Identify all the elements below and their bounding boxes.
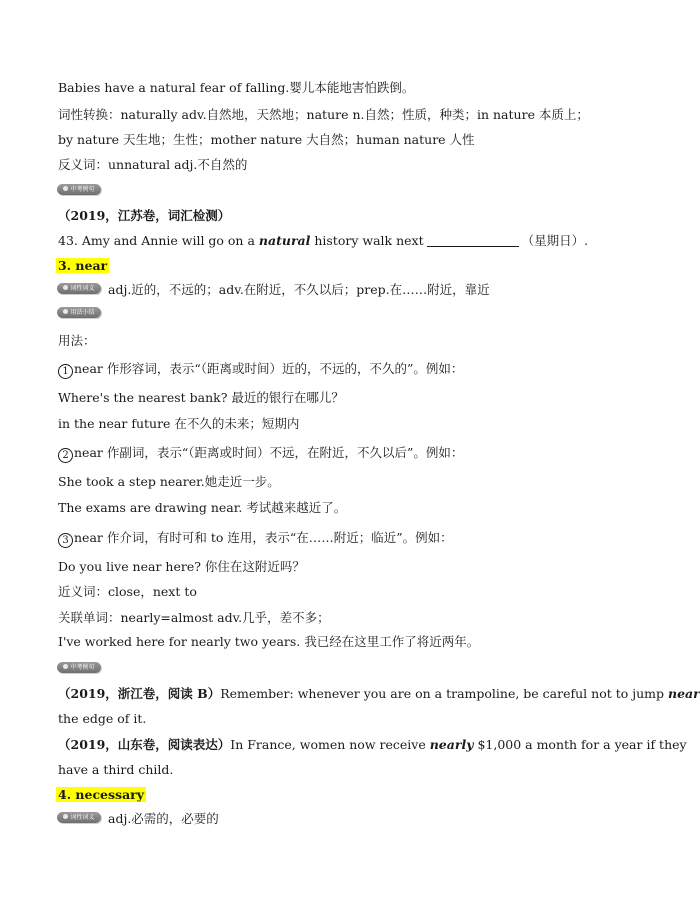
word-forms-cont: by nature 天生地；生性；mother nature 大自然；human nature 人性 [58,132,475,147]
answer-blank [427,234,519,247]
exam-example-tag: 中考例句 [57,184,101,195]
example-related: I've worked here for nearly two years. 我已经在这里工作了将近两年。 [58,634,480,649]
exam-question: 43. Amy and Annie will go on a natural history walk next （星期日）. [58,233,589,248]
usage-2: 2 near 作副词，表示“（距离或时间）不远，在附近，不久以后”。例如： [58,445,463,463]
tag-dot-icon [63,664,68,669]
antonym: 反义词：unnatural adj.不自然的 [58,157,248,172]
necessary-definition: adj.必需的，必要的 [108,811,219,826]
pos-meaning-tag: 词性词义 [57,283,101,294]
tag-dot-icon [63,814,68,819]
usage-label: 用法： [58,333,96,348]
near-definition: adj.近的，不远的；adv.在附近，不久以后；prep.在……附近，靠近 [108,282,490,297]
usage-summary-tag: 用法小结 [57,307,101,318]
circled-number: 3 [58,533,73,548]
example-1a: Where's the nearest bank? 最近的银行在哪儿？ [58,390,344,405]
example-sentence: Babies have a natural fear of falling.婴儿本能地害怕跌倒。 [58,80,415,95]
usage-3: 3 near 作介词，有时可和 to 连用，表示“在……附近；临近”。例如： [58,530,453,548]
example-1b: in the near future 在不久的未来；短期内 [58,416,300,431]
circled-number: 1 [58,364,73,379]
exam-example-1-cont: the edge of it. [58,711,147,726]
example-2b: The exams are drawing near. 考试越来越近了。 [58,500,347,515]
tag-dot-icon [63,285,68,290]
exam-example-tag: 中考例句 [57,662,101,673]
example-2a: She took a step nearer.她走近一步。 [58,474,280,489]
example-3a: Do you live near here? 你住在这附近吗？ [58,559,305,574]
usage-1: 1 near 作形容词，表示“（距离或时间）近的，不远的，不久的”。例如： [58,361,463,379]
exam-source: （2019，江苏卷，词汇检测） [58,208,231,223]
pos-meaning-tag: 词性词义 [57,812,101,823]
exam-example-2: （2019，山东卷，阅读表达）In France, women now receive nearly $1,000 a month for a year if they [58,737,687,752]
tag-dot-icon [63,186,68,191]
tag-dot-icon [63,309,68,314]
exam-example-1: （2019，浙江卷，阅读 B）Remember: whenever you are on a trampoline, be careful not to jump near [58,686,700,701]
exam-example-2-cont: have a third child. [58,762,174,777]
circled-number: 2 [58,448,73,463]
word-forms: 词性转换：naturally adv.自然地，天然地；nature n.自然；性质，种类；in nature 本质上； [58,107,589,122]
synonyms: 近义词：close，next to [58,584,197,599]
related-word: 关联单词：nearly=almost adv.几乎，差不多； [58,610,330,625]
word-heading-necessary: 4. necessary [58,787,145,802]
word-heading-near: 3. near [58,258,108,273]
